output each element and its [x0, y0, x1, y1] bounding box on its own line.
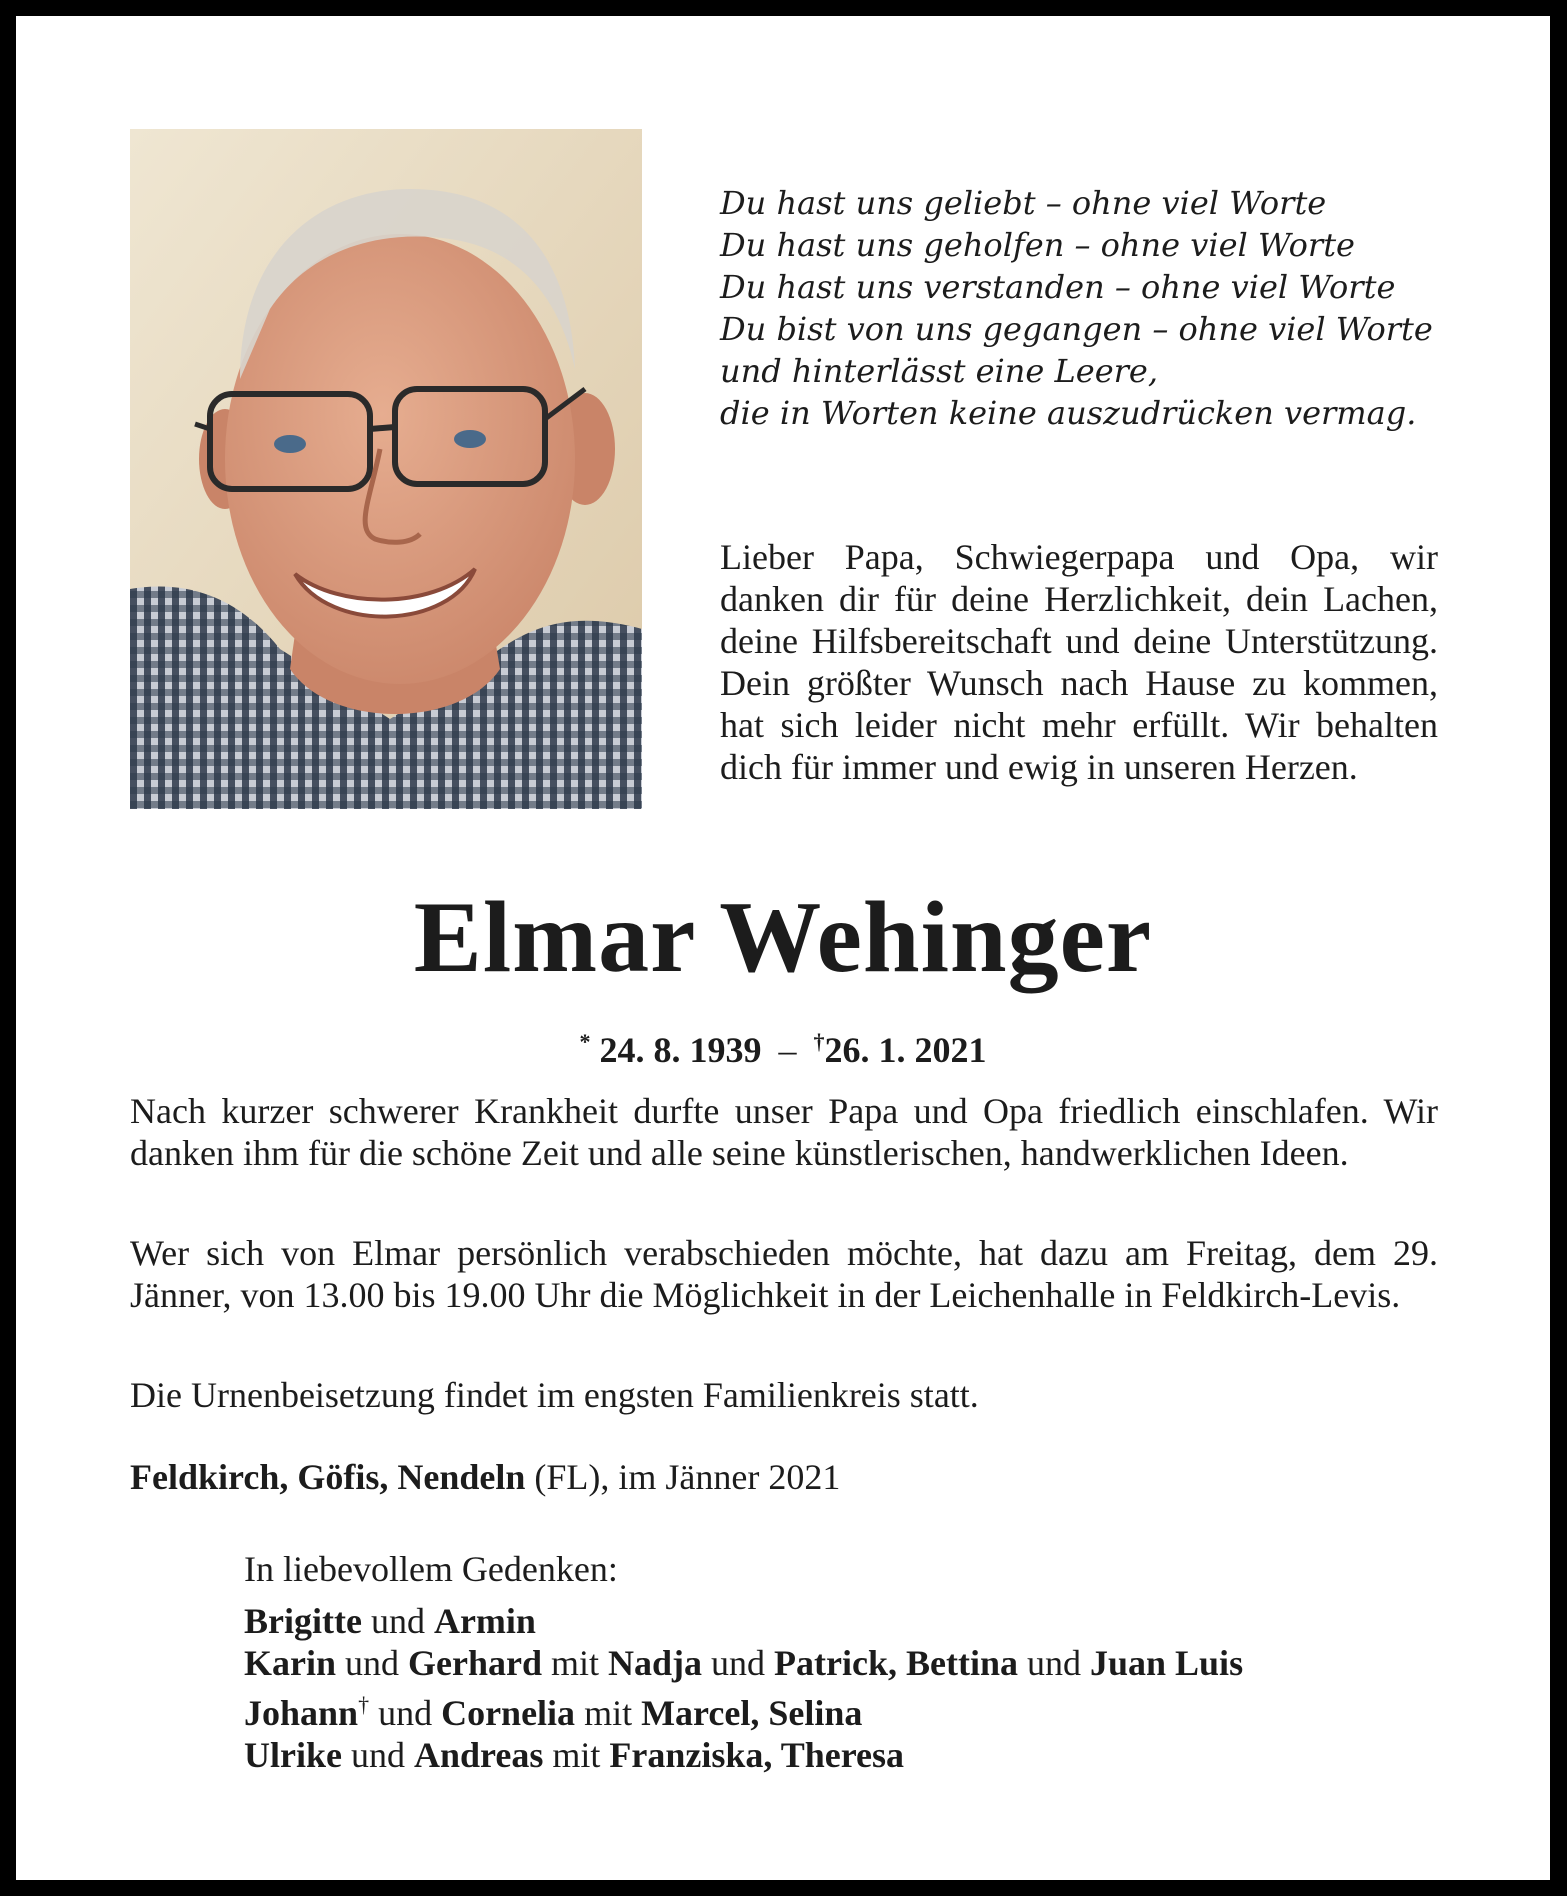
mourners-intro: In liebevollem Gedenken: [244, 1549, 618, 1589]
mourner-name: Franziska, Theresa [609, 1735, 905, 1775]
poem [720, 182, 1480, 434]
birth-symbol: * [579, 1029, 591, 1054]
poem-line: Du bist von uns gegangen – ohne viel Worte [720, 310, 1433, 348]
death-date: 26. 1. 2021 [824, 1030, 987, 1070]
mourner-name: Gerhard [408, 1643, 542, 1683]
mourner-rows [244, 1600, 1464, 1776]
mourner-connector: und [341, 1735, 414, 1775]
mourner-connector: mit [542, 1643, 609, 1683]
mourner-connector: und [369, 1693, 442, 1733]
mourner-name: Cornelia [441, 1693, 576, 1733]
burial-paragraph: Die Urnenbeisetzung findet im engsten Familienkreis statt. [130, 1375, 979, 1415]
portrait-photo-icon [130, 129, 642, 809]
mourner-name: Juan Luis [1089, 1643, 1244, 1683]
poem-line: die in Worten keine auszudrücken vermag. [720, 394, 1417, 432]
mourner-name: Ulrike [244, 1735, 342, 1775]
mourner-name: Brigitte [244, 1601, 362, 1641]
mourner-connector: mit [575, 1693, 642, 1733]
poem-line: und hinterlässt eine Leere, [720, 352, 1159, 390]
mourner-connector: mit [543, 1735, 610, 1775]
deceased-name: Elmar Wehinger [413, 881, 1153, 994]
date-separator: – [778, 1030, 797, 1070]
mourner-connector: und [361, 1601, 434, 1641]
mourner-name: Patrick, Bettina [774, 1643, 1018, 1683]
mourner-row [244, 1734, 1464, 1776]
mourner-row [244, 1642, 1464, 1684]
poem-line: Du hast uns verstanden – ohne viel Worte [720, 268, 1396, 306]
birth-date: 24. 8. 1939 [599, 1030, 762, 1070]
mourner-name: Marcel, Selina [641, 1693, 863, 1733]
dedication-text: Lieber Papa, Schwiegerpapa und Opa, wir danken dir für deine Herzlichkeit, dein Lachen, deine Hilfsbereitschaft und deine Unterstützung. Dein größter Wunsch nach Hause zu kommen, hat sich leider nicht mehr erfüllt. Wir behalten dich für immer und ewig in unseren Herzen. [720, 537, 1438, 787]
mourner-connector: und [1017, 1643, 1090, 1683]
life-dates [16, 1020, 1550, 1072]
mourner-row [244, 1600, 1464, 1642]
place-towns: Feldkirch, Göfis, Nendeln [130, 1457, 526, 1497]
obituary-page [16, 16, 1550, 1880]
mourner-name: Andreas [413, 1735, 544, 1775]
place-and-date [130, 1456, 840, 1498]
death-symbol: † [813, 1029, 825, 1054]
mourner-row [244, 1684, 1464, 1734]
mourner-connector: und [702, 1643, 775, 1683]
mourner-connector: † [358, 1692, 370, 1717]
mourner-name: Armin [433, 1601, 536, 1641]
farewell-paragraph: Wer sich von Elmar persönlich verabschieden möchte, hat dazu am Freitag, dem 29. Jänner, von 13.00 bis 19.00 Uhr die Möglichkeit in der Leichenhalle in Feldkirch-Levis. [130, 1233, 1438, 1315]
mourners-block [244, 1548, 1464, 1776]
mourner-name: Nadja [608, 1643, 703, 1683]
mourner-name: Karin [244, 1643, 337, 1683]
poem-line: Du hast uns geliebt – ohne viel Worte [720, 184, 1327, 222]
portrait-illustration [130, 129, 642, 809]
poem-line: Du hast uns geholfen – ohne viel Worte [720, 226, 1355, 264]
place-suffix: (FL), im Jänner 2021 [525, 1457, 841, 1497]
mourner-name: Johann [244, 1693, 359, 1733]
announcement-paragraph: Nach kurzer schwerer Krankheit durfte unser Papa und Opa friedlich einschlafen. Wir danken ihm für die schöne Zeit und alle seine künstlerischen, handwerklichen Ideen. [130, 1091, 1438, 1173]
mourner-connector: und [336, 1643, 409, 1683]
